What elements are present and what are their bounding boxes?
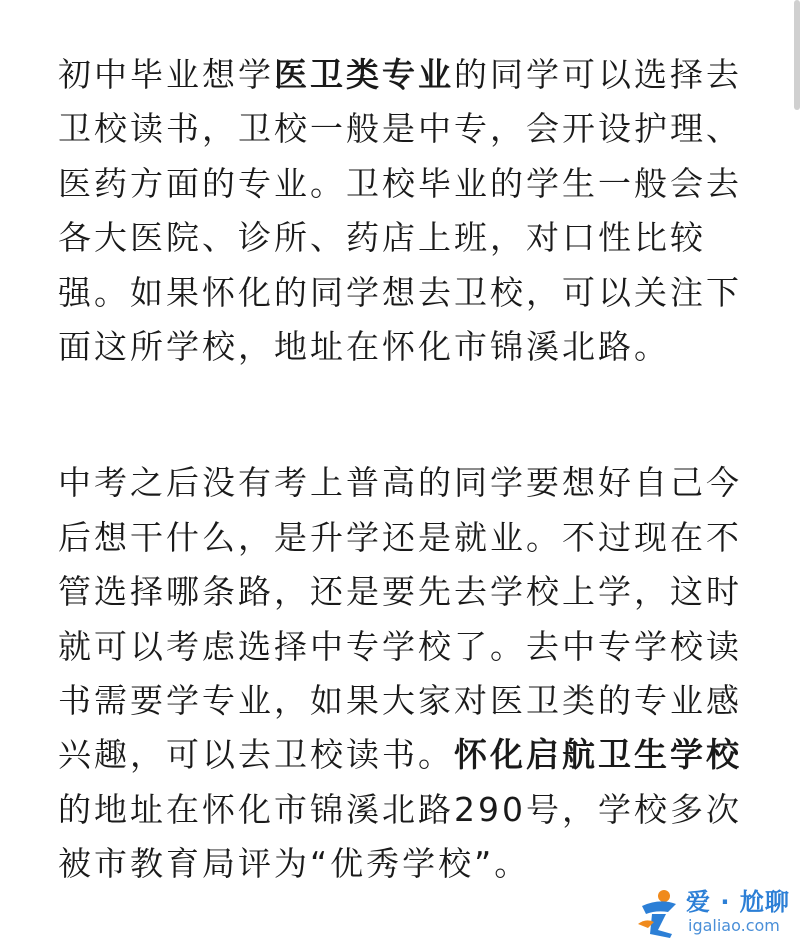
article-body bbox=[58, 48, 748, 892]
watermark bbox=[632, 880, 792, 942]
paragraph-2-highlight: 怀化启航卫生学校 bbox=[454, 735, 742, 775]
paragraph-2 bbox=[58, 456, 748, 891]
paragraph-2-text-b: 的地址在怀化市锦溪北路290号，学校多次被市教育局评为“优秀学校”。 bbox=[58, 789, 742, 884]
watermark-logo-icon bbox=[632, 884, 688, 940]
paragraph-1-highlight: 医卫类专业 bbox=[274, 55, 454, 94]
paragraph-1 bbox=[58, 48, 748, 374]
paragraph-2-text-a: 中考之后没有考上普高的同学要想好自己今后想干什么，是升学还是就业。不过现在不管选择哪条路，还是要先去学校上学，这时就可以考虑选择中专学校了。去中专学校读书需要学专业，如果大家对医卫类的专业感兴趣，可以去卫校读书。 bbox=[58, 463, 742, 775]
scrollbar[interactable] bbox=[794, 0, 800, 110]
watermark-url: igaliao.com bbox=[688, 916, 780, 935]
paragraph-1-text-a: 初中毕业想学 bbox=[58, 55, 274, 94]
watermark-title: 爱 · 尬聊 bbox=[686, 888, 790, 916]
paragraph-1-text-b: 的同学可以选择去卫校读书，卫校一般是中专，会开设护理、医药方面的专业。卫校毕业的学生一般会去各大医院、诊所、药店上班，对口性比较强。如果怀化的同学想去卫校，可以关注下面这所学校，地址在怀化市锦溪北路。 bbox=[58, 55, 742, 367]
